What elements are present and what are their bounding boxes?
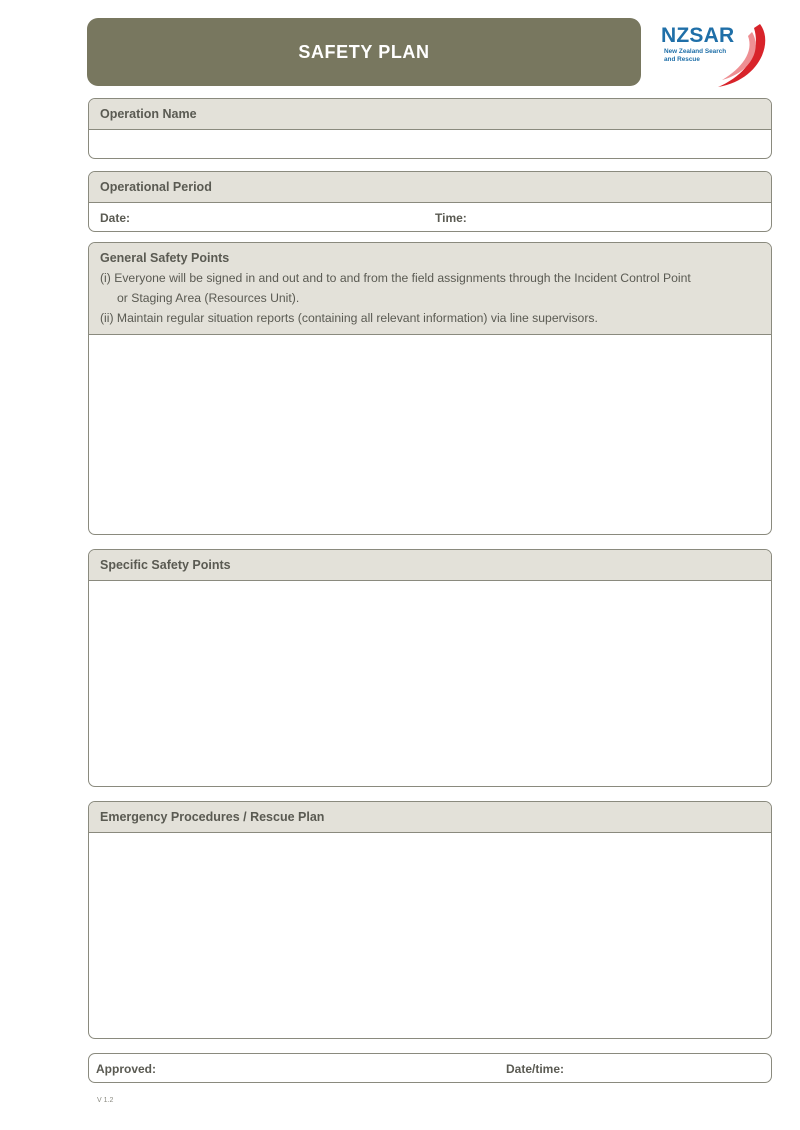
specific-safety-panel [88, 549, 772, 787]
general-safety-panel [88, 242, 772, 535]
version-label: V 1.2 [97, 1097, 114, 1104]
emergency-notes-area[interactable] [89, 833, 771, 1038]
emergency-panel [88, 801, 772, 1039]
date-label: Date: [100, 211, 131, 225]
general-safety-point: or Staging Area (Resources Unit). [117, 291, 300, 305]
general-safety-header [89, 243, 771, 335]
approved-label: Approved: [96, 1062, 156, 1076]
operation-name-field[interactable] [89, 130, 771, 158]
general-safety-point: (i) Everyone will be signed in and out and to and from the field assignments through the Incident Control Point [100, 271, 691, 285]
page-title: SAFETY PLAN [298, 41, 430, 62]
emergency-label: Emergency Procedures / Rescue Plan [89, 802, 771, 833]
specific-safety-notes-area[interactable] [89, 581, 771, 786]
specific-safety-label: Specific Safety Points [89, 550, 771, 581]
approval-row [88, 1053, 772, 1083]
logo-brand-text: NZSAR [661, 24, 735, 47]
time-label: Time: [435, 211, 467, 225]
general-safety-label: General Safety Points [100, 251, 230, 265]
operational-period-row [89, 203, 771, 231]
operational-period-panel [88, 171, 772, 232]
datetime-label: Date/time: [506, 1062, 565, 1076]
title-bar [87, 18, 641, 86]
logo-tagline: New Zealand Search and Rescue [664, 48, 727, 63]
general-safety-point: (ii) Maintain regular situation reports (containing all relevant information) via line supervisors. [100, 311, 598, 325]
operation-name-panel [88, 98, 772, 159]
nzsar-logo [656, 18, 772, 90]
operation-name-label: Operation Name [89, 99, 771, 130]
general-safety-notes-area[interactable] [89, 335, 771, 535]
operational-period-label: Operational Period [89, 172, 771, 203]
